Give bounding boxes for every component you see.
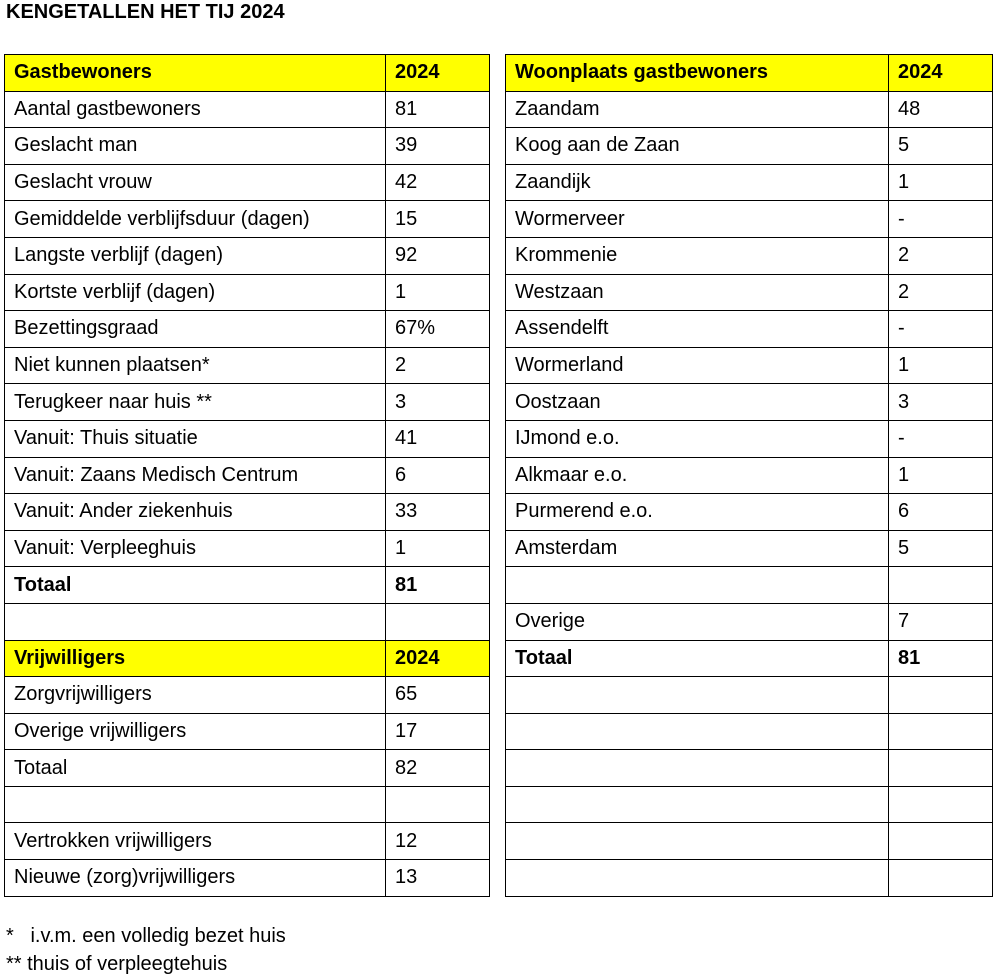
table-row xyxy=(506,567,993,604)
row-label: IJmond e.o. xyxy=(506,420,889,457)
row-value: 65 xyxy=(386,677,490,714)
row-value: 3 xyxy=(889,384,993,421)
row-label: Overige vrijwilligers xyxy=(5,713,386,750)
row-label: Niet kunnen plaatsen* xyxy=(5,347,386,384)
row-label: Woonplaats gastbewoners xyxy=(506,55,889,92)
table-row xyxy=(506,274,993,311)
row-value: 92 xyxy=(386,237,490,274)
row-value: 1 xyxy=(386,274,490,311)
row-label: Zaandam xyxy=(506,91,889,128)
row-value: 2024 xyxy=(386,55,490,92)
row-value: 39 xyxy=(386,128,490,165)
row-value xyxy=(889,786,993,823)
row-label: Totaal xyxy=(5,750,386,787)
table-row xyxy=(506,786,993,823)
row-value: 2024 xyxy=(386,640,490,677)
row-label: Koog aan de Zaan xyxy=(506,128,889,165)
row-label: Amsterdam xyxy=(506,530,889,567)
row-label: Langste verblijf (dagen) xyxy=(5,237,386,274)
woonplaats-table xyxy=(505,54,993,897)
row-label: Geslacht vrouw xyxy=(5,164,386,201)
row-value: 3 xyxy=(386,384,490,421)
row-label: Nieuwe (zorg)vrijwilligers xyxy=(5,860,386,897)
table-header-row xyxy=(506,55,993,92)
row-value xyxy=(889,713,993,750)
row-label xyxy=(506,860,889,897)
table-row xyxy=(506,347,993,384)
table-row xyxy=(506,237,993,274)
row-value: 33 xyxy=(386,494,490,531)
row-value: 81 xyxy=(386,567,490,604)
table-row xyxy=(506,713,993,750)
row-value: 81 xyxy=(386,91,490,128)
row-value: 67% xyxy=(386,311,490,348)
table-row xyxy=(5,384,490,421)
row-value: 2 xyxy=(889,274,993,311)
row-label xyxy=(506,713,889,750)
table-row xyxy=(506,128,993,165)
row-value: 1 xyxy=(386,530,490,567)
row-value: 41 xyxy=(386,420,490,457)
table-row xyxy=(506,750,993,787)
row-label: Wormerland xyxy=(506,347,889,384)
table-row xyxy=(5,530,490,567)
table-row xyxy=(506,311,993,348)
table-row xyxy=(506,530,993,567)
row-value: 2024 xyxy=(889,55,993,92)
row-value xyxy=(889,567,993,604)
row-value: 15 xyxy=(386,201,490,238)
row-label: Vertrokken vrijwilligers xyxy=(5,823,386,860)
row-value: - xyxy=(889,420,993,457)
row-label xyxy=(506,786,889,823)
row-value: 13 xyxy=(386,860,490,897)
row-label xyxy=(506,823,889,860)
row-label: Oostzaan xyxy=(506,384,889,421)
row-value: 81 xyxy=(889,640,993,677)
row-value xyxy=(386,603,490,640)
row-value xyxy=(889,823,993,860)
table-row xyxy=(5,603,490,640)
table-row xyxy=(506,201,993,238)
table-row xyxy=(5,567,490,604)
row-label: Gastbewoners xyxy=(5,55,386,92)
table-row xyxy=(5,128,490,165)
row-label: Overige xyxy=(506,603,889,640)
row-label: Aantal gastbewoners xyxy=(5,91,386,128)
row-label: Terugkeer naar huis ** xyxy=(5,384,386,421)
row-label: Vrijwilligers xyxy=(5,640,386,677)
row-value: 48 xyxy=(889,91,993,128)
table-row xyxy=(5,713,490,750)
table-row xyxy=(5,677,490,714)
table-row xyxy=(5,494,490,531)
row-label: Zaandijk xyxy=(506,164,889,201)
row-label: Krommenie xyxy=(506,237,889,274)
table-row xyxy=(5,274,490,311)
row-label: Geslacht man xyxy=(5,128,386,165)
row-value: 6 xyxy=(386,457,490,494)
table-row xyxy=(5,750,490,787)
row-value xyxy=(889,677,993,714)
footnote-1: * i.v.m. een volledig bezet huis xyxy=(6,925,286,947)
table-row xyxy=(5,237,490,274)
row-value: 12 xyxy=(386,823,490,860)
footnote-2: ** thuis of verpleegtehuis xyxy=(6,953,228,975)
table-row xyxy=(506,164,993,201)
row-label: Totaal xyxy=(5,567,386,604)
row-label: Westzaan xyxy=(506,274,889,311)
row-label: Gemiddelde verblijfsduur (dagen) xyxy=(5,201,386,238)
row-value: 1 xyxy=(889,457,993,494)
row-label: Totaal xyxy=(506,640,889,677)
table-row xyxy=(506,457,993,494)
table-row xyxy=(5,457,490,494)
row-label xyxy=(5,603,386,640)
row-value xyxy=(386,786,490,823)
row-label: Assendelft xyxy=(506,311,889,348)
row-value: - xyxy=(889,201,993,238)
row-value xyxy=(889,750,993,787)
table-row xyxy=(5,91,490,128)
table-row xyxy=(5,347,490,384)
table-row xyxy=(506,494,993,531)
row-value: 6 xyxy=(889,494,993,531)
row-value: 82 xyxy=(386,750,490,787)
table-row xyxy=(506,603,993,640)
row-label: Bezettingsgraad xyxy=(5,311,386,348)
row-value: - xyxy=(889,311,993,348)
table-row xyxy=(5,311,490,348)
table-row xyxy=(5,420,490,457)
row-label xyxy=(506,750,889,787)
gastbewoners-vrijwilligers-table xyxy=(4,54,490,897)
row-label xyxy=(506,677,889,714)
page-title: KENGETALLEN HET TIJ 2024 xyxy=(6,1,285,23)
row-label: Vanuit: Verpleeghuis xyxy=(5,530,386,567)
row-label: Kortste verblijf (dagen) xyxy=(5,274,386,311)
row-value: 5 xyxy=(889,530,993,567)
table-row xyxy=(5,201,490,238)
table-row xyxy=(5,860,490,897)
row-label xyxy=(506,567,889,604)
table-row xyxy=(5,786,490,823)
row-label: Purmerend e.o. xyxy=(506,494,889,531)
footnotes xyxy=(6,922,286,978)
row-value: 1 xyxy=(889,164,993,201)
table-row xyxy=(506,420,993,457)
row-value: 17 xyxy=(386,713,490,750)
table-row xyxy=(506,384,993,421)
table-row xyxy=(506,640,993,677)
row-label: Zorgvrijwilligers xyxy=(5,677,386,714)
table-row xyxy=(5,823,490,860)
table-row xyxy=(506,823,993,860)
row-label: Vanuit: Zaans Medisch Centrum xyxy=(5,457,386,494)
table-header-row xyxy=(5,55,490,92)
table-row xyxy=(506,91,993,128)
row-value: 42 xyxy=(386,164,490,201)
row-value: 7 xyxy=(889,603,993,640)
row-value: 1 xyxy=(889,347,993,384)
table-header-row xyxy=(5,640,490,677)
row-value xyxy=(889,860,993,897)
table-row xyxy=(5,164,490,201)
row-label: Vanuit: Thuis situatie xyxy=(5,420,386,457)
row-value: 5 xyxy=(889,128,993,165)
row-value: 2 xyxy=(386,347,490,384)
row-label: Wormerveer xyxy=(506,201,889,238)
table-row xyxy=(506,677,993,714)
row-label: Vanuit: Ander ziekenhuis xyxy=(5,494,386,531)
row-label xyxy=(5,786,386,823)
table-row xyxy=(506,860,993,897)
row-value: 2 xyxy=(889,237,993,274)
row-label: Alkmaar e.o. xyxy=(506,457,889,494)
